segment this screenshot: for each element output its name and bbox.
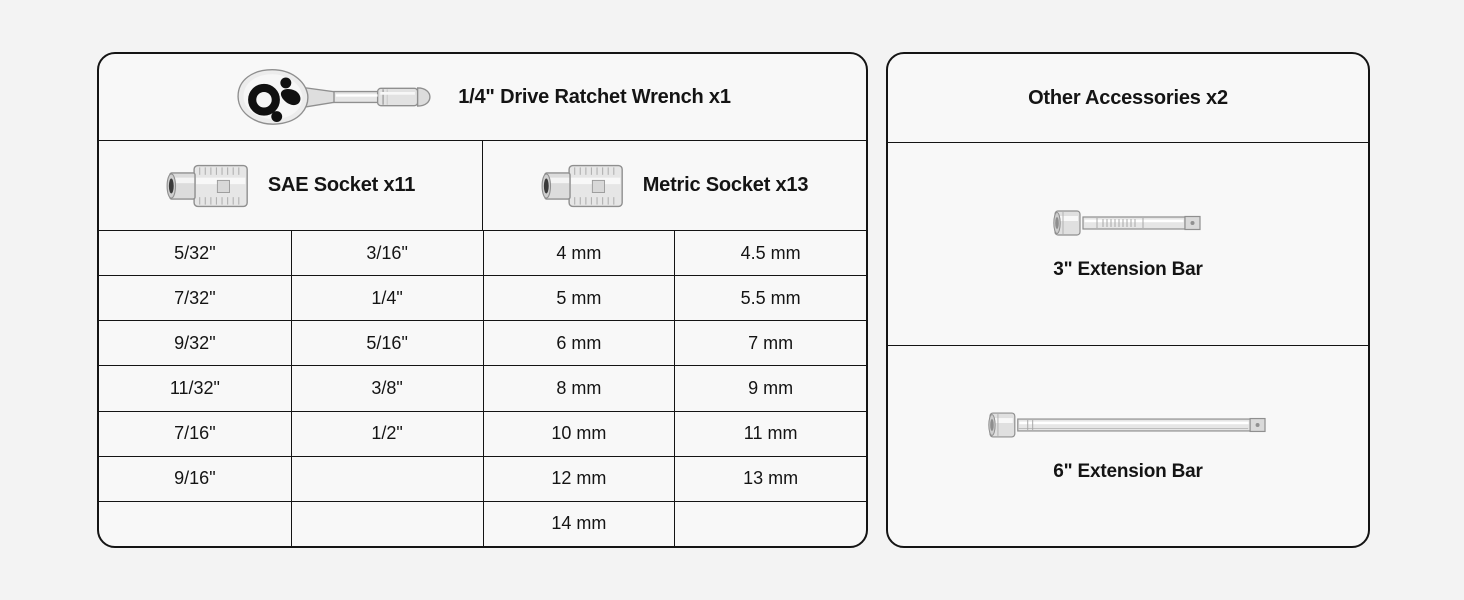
extension-bar-6in-icon — [988, 409, 1268, 441]
table-cell: 3/8" — [291, 365, 483, 410]
table-cell: 9/32" — [99, 320, 291, 365]
table-cell: 8 mm — [483, 365, 675, 410]
ratchet-title: 1/4" Drive Ratchet Wrench x1 — [458, 85, 731, 108]
table-cell: 10 mm — [483, 411, 675, 456]
accessories-header — [888, 54, 1368, 143]
socket-size-table — [99, 230, 866, 546]
table-cell: 13 mm — [674, 456, 866, 501]
socket-subheader-row — [99, 141, 866, 230]
sae-socket-title: SAE Socket x11 — [267, 174, 416, 196]
accessories-title: Other Accessories x2 — [1028, 86, 1228, 109]
extension-bar-6in-label: 6" Extension Bar — [1053, 460, 1203, 482]
table-cell: 7/16" — [99, 411, 291, 456]
table-cell: 1/2" — [291, 411, 483, 456]
table-cell — [291, 456, 483, 501]
table-cell: 1/4" — [291, 275, 483, 320]
extension-bar-6in-section — [888, 346, 1368, 547]
table-cell: 5.5 mm — [674, 275, 866, 320]
ratchet-header-row — [99, 54, 866, 141]
table-cell: 11 mm — [674, 411, 866, 456]
table-cell: 12 mm — [483, 456, 675, 501]
extension-bar-3in-section — [888, 143, 1368, 346]
table-cell: 9/16" — [99, 456, 291, 501]
table-cell: 11/32" — [99, 365, 291, 410]
table-cell: 7 mm — [674, 320, 866, 365]
table-cell: 9 mm — [674, 365, 866, 410]
table-cell: 5/16" — [291, 320, 483, 365]
table-cell: 4 mm — [483, 230, 675, 275]
table-cell: 5/32" — [99, 230, 291, 275]
metric-socket-title: Metric Socket x13 — [642, 174, 809, 196]
metric-socket-header — [482, 141, 866, 230]
ratchet-wrench-icon — [234, 66, 434, 128]
extension-bar-3in-label: 3" Extension Bar — [1053, 258, 1203, 280]
accessories-panel — [886, 52, 1370, 548]
socket-set-panel — [97, 52, 868, 548]
table-cell — [291, 501, 483, 546]
table-cell: 3/16" — [291, 230, 483, 275]
metric-socket-icon — [541, 159, 627, 213]
sae-socket-header — [99, 141, 482, 230]
table-cell: 4.5 mm — [674, 230, 866, 275]
table-cell — [99, 501, 291, 546]
table-cell: 5 mm — [483, 275, 675, 320]
table-cell: 14 mm — [483, 501, 675, 546]
table-cell: 7/32" — [99, 275, 291, 320]
table-cell — [674, 501, 866, 546]
extension-bar-3in-icon — [1053, 207, 1203, 239]
table-cell: 6 mm — [483, 320, 675, 365]
sae-socket-icon — [166, 159, 252, 213]
